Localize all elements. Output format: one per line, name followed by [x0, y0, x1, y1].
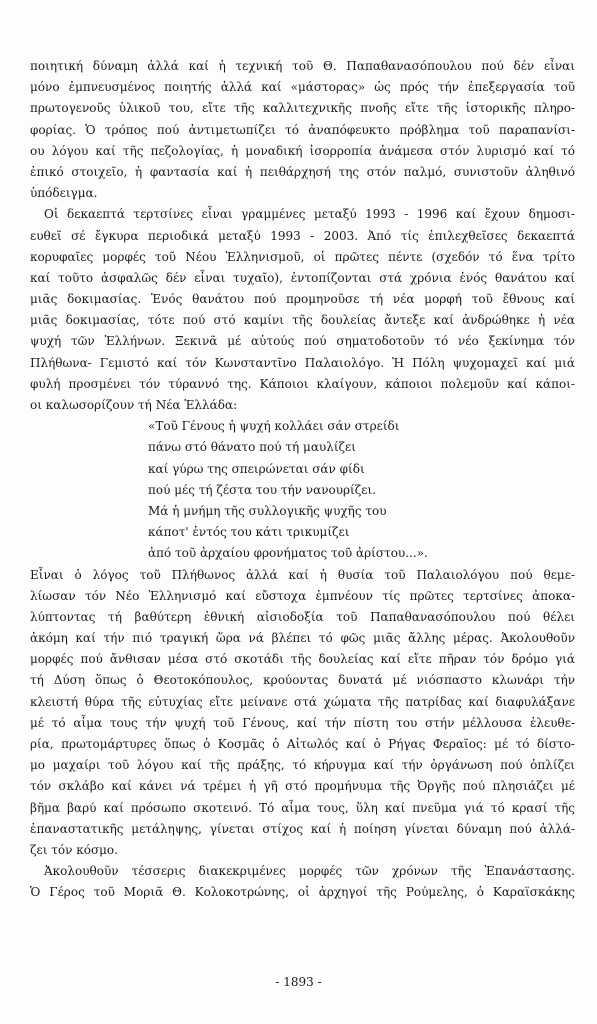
text-line: μιᾶς δοκιμασίας. Ἑνός θανάτου πού προμηνοῦσε τή νέα μορφή τοῦ ἔθνους καί: [30, 292, 575, 307]
text-line: ζει τόν κόσμο.: [30, 842, 118, 857]
text-line: ποιητική δύναμη ἀλλά καί ἡ τεχνική τοῦ Θ. Παπαθανασόπουλου πού δέν εἶναι: [30, 59, 575, 73]
text-line: ὑπόδειγμα.: [30, 186, 98, 201]
poem-line: «Τοῦ Γένους ἡ ψυχή κολλάει σάν στρείδι: [148, 419, 400, 434]
poem-line: καί γύρω της σπειρώνεται σάν φίδι: [148, 461, 365, 476]
text-line: πρωτογενοῦς ὑλικοῦ του, εἴτε τῆς καλλιτεχνικῆς πνοῆς εἴτε τῆς ἱστορικῆς πληρο-: [30, 101, 575, 116]
poem-line: ἀπό τοῦ ἀρχαίου φρονήματος τοῦ ἀρίστου...».: [148, 546, 428, 561]
text-line: τόν σκλάβο καί κάνει νά τρέμει ἡ γῆ στό προμήνυμα τῆς Ὀργῆς πού πλησιάζει μέ: [30, 779, 575, 794]
poem-line: πάνω στό θάνατο πού τή μαυλίζει: [148, 440, 356, 455]
paragraph-2: [30, 204, 575, 416]
text-line: ἀκόμη καί τήν πιό τραγική ὥρα νά βλέπει τό φῶς μιᾶς ἄλλης μέρας. Ἀκολουθοῦν: [30, 631, 575, 646]
text-line: Πλήθωνα- Γεμιστό καί τόν Κωνσταντῖνο Παλαιολόγο. Ἡ Πόλη ψυχομαχεῖ καί μιά: [30, 355, 575, 370]
text-line: φορίας. Ὁ τρόπος πού ἀντιμετωπίζει τό ἀναπόφευκτο πρόβλημα τοῦ παραπανίσι-: [30, 122, 575, 137]
text-line: μο μαχαίρι τοῦ λόγου καί τῆς πράξης, τό κήρυγμα καί τήν ὀργάνωση πού ὁπλίζει: [30, 758, 575, 773]
text-line: ου λόγου καί τῆς πεζολογίας, ἡ μοναδική ἰσορροπία ἀνάμεσα στόν λυρισμό καί τό: [30, 143, 575, 158]
paragraph-1: [30, 56, 575, 204]
text-line: Ἀκολουθοῦν τέσσερις διακεκριμένες μορφές τῶν χρόνων τῆς Ἐπανάστασης.: [44, 864, 575, 879]
text-line: ἐπαναστατικῆς μετάληψης, γίνεται στίχος καί ἡ ποίηση γίνεται δύναμη πού ἀλλά-: [30, 821, 575, 836]
text-line: μιᾶς δοκιμασίας, τότε πού στό καμίνι τῆς δουλείας ἄντεξε καί ἀνδρώθηκε ἡ νέα: [30, 313, 575, 328]
poem-line: Μά ἡ μνήμη τῆς συλλογικῆς ψυχῆς του: [148, 503, 387, 518]
paragraph-4: [30, 861, 575, 903]
paragraph-3: [30, 565, 575, 862]
text-line: κλειστή θύρα τῆς εὐτυχίας εἴτε μείνανε στά χώματα τῆς πατρίδας καί διαφυλάξανε: [30, 694, 575, 709]
page-number: - 1893 -: [275, 975, 322, 989]
text-line: τή Δύση ὅπως ὁ Θεοτοκόπουλος, κρούοντας δυνατά μέ νιόσπαστο κλωνάρι τήν: [30, 673, 575, 688]
text-line: μόνο ἐμπνευσμένος ποιητής ἀλλά καί «μάστορας» ὡς πρός τήν ἐπεξεργασία τοῦ: [30, 80, 575, 95]
text-line: ψυχή τῶν Ἑλλήνων. Ξεκινᾶ μέ αὐτούς πού σηματοδοτοῦν τό νέο ξεκίνημα τόν: [30, 334, 575, 349]
poem-quote: [30, 416, 575, 564]
text-line: ἐπικό στοιχεῖο, ἡ φαντασία καί ἡ πειθάρχησή της στόν παλμό, συνιστοῦν ἀληθινό: [30, 164, 575, 179]
text-line: οι καλωσορίζουν τή Νέα Ἑλλάδα:: [30, 398, 238, 412]
poem-line: πού μές τή ζέστα του τήν νανουρίζει.: [148, 482, 377, 497]
text-line: μορφές πού ἄνθισαν μέσα στό σκοτάδι τῆς δουλείας καί εἴτε πῆραν τόν δρόμο γιά: [30, 652, 575, 667]
text-line: Οἱ δεκαεπτά τερτσίνες εἶναι γραμμένες μεταξύ 1993 - 1996 καί ἔχουν δημοσι-: [44, 207, 575, 222]
text-line: βῆμα βαρύ καί πρόσωπο σκοτεινό. Τό αἷμα τους, ὕλη καί πνεῦμα γιά τό κρασί τῆς: [30, 800, 575, 815]
text-line: λίωσαν τόν Νέο Ἑλληνισμό καί εὔστοχα ἐμπνέουν τίς πρῶτες τερτσίνες ἀποκα-: [30, 588, 575, 603]
text-line: λύπτοντας τή βαθύτερη ἐθνική αἰσιοδοξία τοῦ Παπαθανασόπουλου πού θέλει: [30, 609, 575, 624]
text-line: Ὁ Γέρος τοῦ Μοριᾶ Θ. Κολοκοτρώνης, οἱ ἀρχηγοί τῆς Ρούμελης, ὁ Καραϊσκάκης: [30, 885, 575, 900]
poem-line: κάποτ' ἐντός του κάτι τρικυμίζει: [148, 525, 350, 540]
text-line: Εἶναι ὁ λόγος τοῦ Πλήθωνος ἀλλά καί ἡ θυσία τοῦ Παλαιολόγου πού θεμε-: [30, 567, 575, 582]
text-line: ευθεῖ σέ ἔγκυρα περιοδικά μεταξύ 1993 - 2003. Ἀπό τίς ἐπιλεχθεῖσες δεκαεπτά: [30, 228, 575, 243]
text-line: μέ τό αἷμα τους τήν ψυχή τοῦ Γένους, καί τήν πίστη του στήν μέλλουσα ἐλευθε-: [30, 715, 575, 730]
text-line: κορυφαῖες μορφές τοῦ Νέου Ἑλληνισμοῦ, οἱ πρῶτες πέντε (σχεδόν τό ἕνα τρίτο: [30, 249, 575, 264]
text-line: καί τοῦτο ἀσφαλῶς δέν εἶναι τυχαῖο), ἐντοπίζονται στά χρόνια ἑνός θανάτου καί: [30, 270, 575, 285]
text-line: ρία, πρωτομάρτυρες ὅπως ὁ Κοσμᾶς ὁ Αἰτωλός καί ὁ Ρήγας Φεραῖος: μέ τό δίστο-: [30, 737, 575, 751]
text-line: φυλή προσμένει τόν τύραννό της. Κάποιοι κλαίγουν, κάποιοι πολεμοῦν καί κάποι-: [30, 376, 575, 391]
body-text: [30, 56, 575, 904]
